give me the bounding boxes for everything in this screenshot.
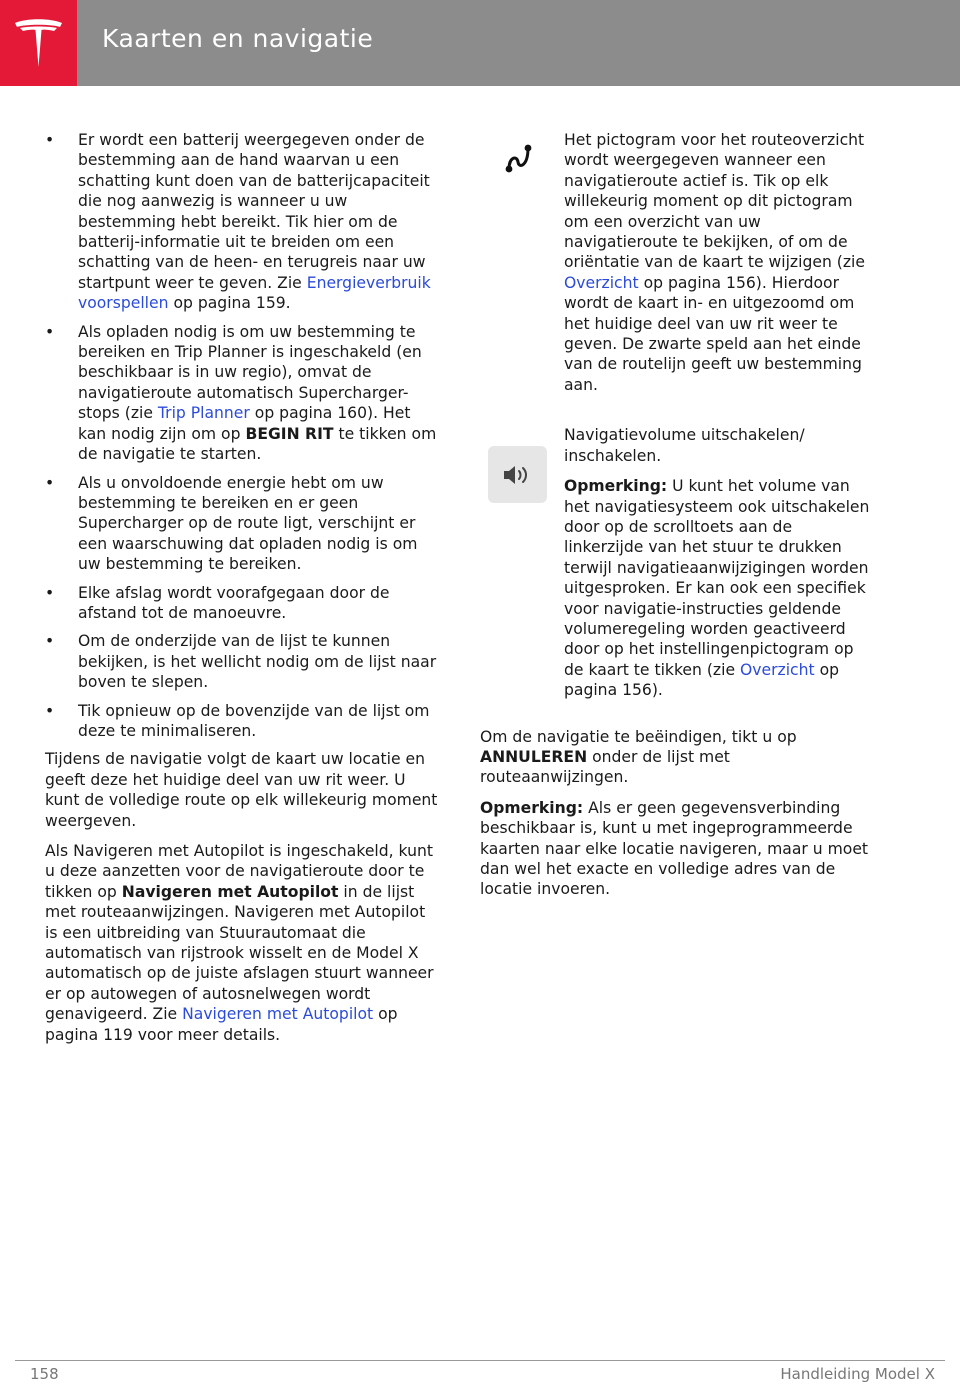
body-text: Als Navigeren met Autopilot is ingeschakeld, kunt u deze aanzetten voor de navigatieroute door te tikken op xyxy=(45,842,433,901)
body-text: Als er geen gegevensverbinding beschikbaar is, kunt u met ingeprogrammeerde kaarten naar elke locatie navigeren, maar u moet dan wel het exacte en volledige adres van de locatie invoeren. xyxy=(480,798,869,899)
page-title: Kaarten en navigatie xyxy=(102,24,374,53)
tesla-logo-icon xyxy=(12,17,65,70)
cross-reference-link[interactable]: Energieverbruik voorspellen xyxy=(78,273,431,313)
bullet-dot: • xyxy=(45,583,55,602)
body-text: Als opladen nodig is om uw bestemming te bereiken en Trip Planner is ingeschakeld (en beschikbaar is in uw regio), omvat de navigatieroute automatisch Supercharger-stops (zie xyxy=(78,322,422,423)
volume-note xyxy=(564,476,872,700)
body-paragraph xyxy=(45,841,439,1045)
body-text: in de lijst met routeaanwijzingen. Navigeren met Autopilot is een uitbreiding van Stuurautomaat die automatisch van rijstrook wisselt en de Model X automatisch op de juiste afslagen stuurt wanneer er op autowegen of autosnelwegen wordt genavigeerd. Zie xyxy=(45,882,434,1024)
volume-text xyxy=(564,425,872,466)
body-text: Om de navigatie te beëindigen, tikt u op xyxy=(480,727,797,746)
left-paragraphs xyxy=(45,749,439,1045)
body-text: Als u onvoldoende energie hebt om uw bestemming te bereiken en er geen Supercharger op de route ligt, verschijnt er een waarschuwing dat opladen nodig is om uw bestemming te bereiken. xyxy=(78,473,418,574)
body-text: Om de onderzijde van de lijst te kunnen bekijken, is het wellicht nodig om de lijst naar boven te slepen. xyxy=(78,632,437,692)
body-text: Tik opnieuw op de bovenzijde van de lijst om deze te minimaliseren. xyxy=(78,701,430,740)
bullet-item xyxy=(45,130,439,314)
body-text: op pagina 156). Hierdoor wordt de kaart in- en uitgezoomd om het huidige deel van uw rit weer te geven. De zwarte speld aan het einde van de routelijn geeft uw bestemming aan. xyxy=(564,273,862,394)
route-overview-icon[interactable] xyxy=(503,142,535,174)
cross-reference-link[interactable]: Overzicht xyxy=(564,273,639,292)
body-text: Het pictogram voor het routeoverzicht wordt weergegeven wanneer een navigatieroute actief is. Tik op elk willekeurig moment op dit pictogram om een overzicht van uw navigatieroute te bekijken, of om de oriëntatie van de kaart te wijzigen (zie xyxy=(564,131,865,272)
body-text: op pagina 159. xyxy=(168,294,291,313)
emphasis-text: Opmerking: xyxy=(480,798,584,817)
emphasis-text: ANNULEREN xyxy=(480,747,588,766)
bullet-dot: • xyxy=(45,632,55,651)
emphasis-text: BEGIN RIT xyxy=(245,424,334,443)
emphasis-text: Navigeren met Autopilot xyxy=(121,882,339,901)
body-text: te tikken om de navigatie te starten. xyxy=(78,424,437,464)
bullet-dot: • xyxy=(45,322,55,341)
body-text: Tijdens de navigatie volgt de kaart uw locatie en geeft deze het huidige deel van uw rit weer. U kunt de volledige route op elk willekeurig moment weergeven. xyxy=(45,750,438,830)
bullet-item xyxy=(45,583,439,624)
body-text: op pagina 119 voor meer details. xyxy=(45,1005,398,1044)
cross-reference-link[interactable]: Overzicht xyxy=(740,660,815,679)
bullet-list xyxy=(45,130,439,741)
bullet-item xyxy=(45,473,439,575)
emphasis-text: Opmerking: xyxy=(564,477,668,496)
body-text: Navigatievolume uitschakelen/ inschakelen. xyxy=(564,426,805,465)
volume-button[interactable] xyxy=(488,446,547,503)
manual-title: Handleiding Model X xyxy=(780,1365,935,1383)
volume-icon xyxy=(502,463,532,487)
body-paragraph xyxy=(45,749,439,831)
body-text: U kunt het volume van het navigatiesysteem ook uitschakelen door op de scrolltoets aan de linkerzijde van het stuur te drukken terwijl navigatieaanwijzigingen worden uitgesproken. Er kan ook een specifiek voor navigatie-instructies geldende volumeregeling worden geactiveerd door op het instellingenpictogram op de kaart te tikken (zie xyxy=(564,477,870,679)
bullet-dot: • xyxy=(45,701,55,720)
body-text: op pagina 160). Het kan nodig zijn om op xyxy=(78,404,411,443)
right-column xyxy=(480,130,872,910)
tesla-logo xyxy=(0,0,77,86)
body-text: onder de lijst met routeaanwijzingen. xyxy=(480,747,730,787)
body-text: Er wordt een batterij weergegeven onder de bestemming aan de hand waarvan u een schatting kunt doen van de batterijcapaciteit die nog aanwezig is wanneer u uw bestemming hebt bereikt. Tik hier om de batterij-informatie uit te breiden om een schatting van de heen- en terugreis naar uw startpunt weer te geven. Zie xyxy=(78,131,430,292)
bullet-dot: • xyxy=(45,131,55,149)
cross-reference-link[interactable]: Navigeren met Autopilot xyxy=(182,1005,374,1024)
body-text: op pagina 156). xyxy=(564,660,840,700)
bullet-dot: • xyxy=(45,473,55,492)
bullet-item xyxy=(45,322,439,465)
cross-reference-link[interactable]: Trip Planner xyxy=(157,404,250,423)
page-number: 158 xyxy=(30,1365,59,1383)
bullet-item xyxy=(45,701,439,742)
footer-divider xyxy=(15,1360,945,1361)
left-column xyxy=(45,130,439,1055)
body-text: Elke afslag wordt voorafgegaan door de afstand tot de manoeuvre. xyxy=(78,583,390,622)
bullet-item xyxy=(45,631,439,692)
end-navigation-note xyxy=(480,798,872,900)
end-navigation-text xyxy=(480,727,872,788)
page-header xyxy=(0,0,960,86)
route-overview-section xyxy=(480,130,872,395)
route-overview-text xyxy=(564,130,872,395)
